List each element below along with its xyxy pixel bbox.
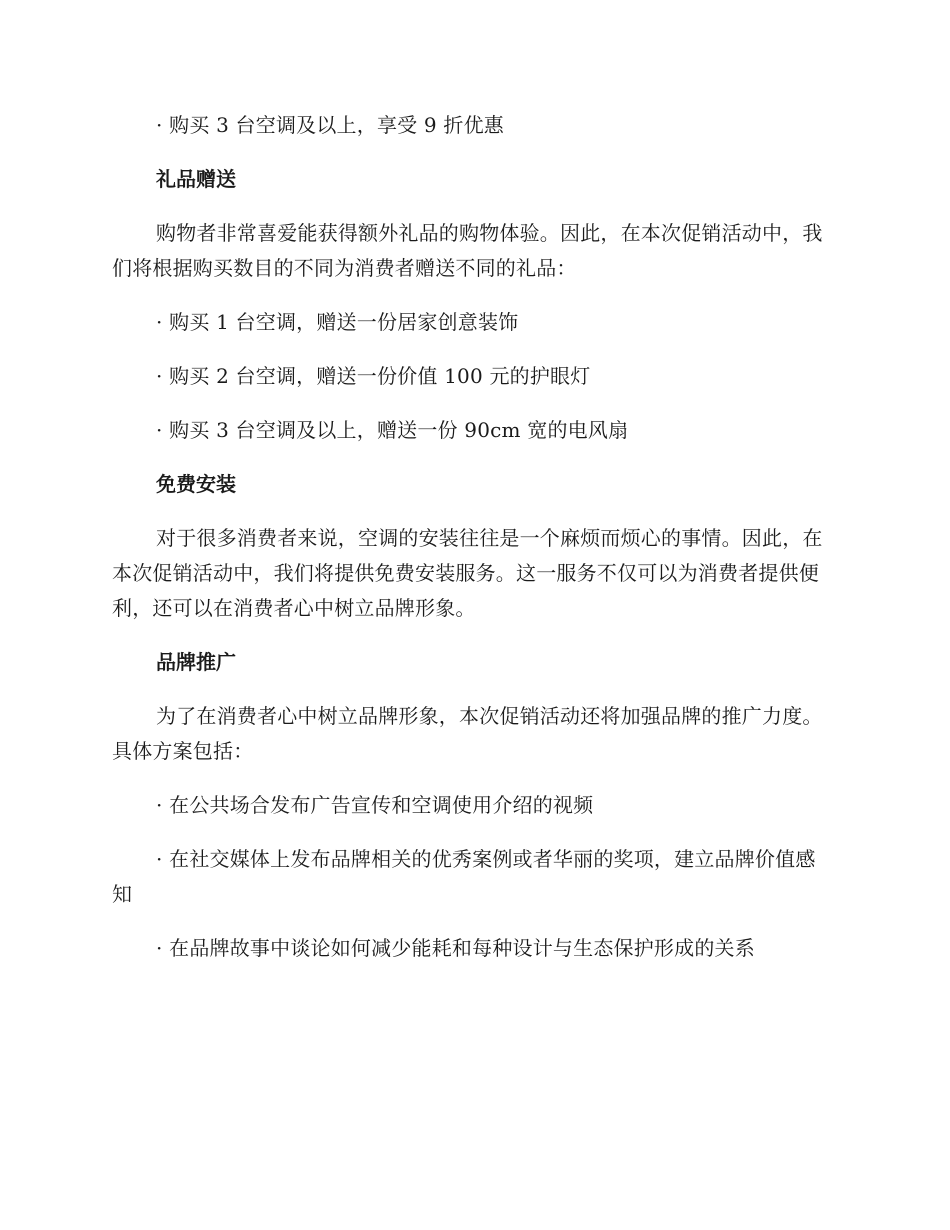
bullet-gift-1: · 购买 1 台空调，赠送一份居家创意装饰 [156,310,519,334]
paragraph-gift: 购物者非常喜爱能获得额外礼品的购物体验。因此，在本次促销活动中，我们将根据购买数目的不同为消费者赠送不同的礼品： [112,221,823,280]
paragraph-brand: 为了在消费者心中树立品牌形象，本次促销活动还将加强品牌的推广力度。具体方案包括： [112,704,823,763]
bullet-brand-2: · 在社交媒体上发布品牌相关的优秀案例或者华丽的奖项，建立品牌价值感知 [112,847,816,906]
bullet-gift-2: · 购买 2 台空调，赠送一份价值 100 元的护眼灯 [156,364,591,388]
bullet-brand-3: · 在品牌故事中谈论如何减少能耗和每种设计与生态保护形成的关系 [156,936,755,960]
bullet-gift-3: · 购买 3 台空调及以上，赠送一份 90cm 宽的电风扇 [156,418,629,442]
document-page [112,108,834,966]
heading-gift: 礼品赠送 [156,167,236,191]
heading-installation: 免费安装 [156,472,236,496]
heading-brand: 品牌推广 [156,650,236,674]
paragraph-installation: 对于很多消费者来说，空调的安装往往是一个麻烦而烦心的事情。因此，在本次促销活动中，我们将提供免费安装服务。这一服务不仅可以为消费者提供便利，还可以在消费者心中树立品牌形象。 [112,526,823,620]
bullet-discount-3-units: · 购买 3 台空调及以上，享受 9 折优惠 [156,113,504,137]
bullet-brand-1: · 在公共场合发布广告宣传和空调使用介绍的视频 [156,793,594,817]
